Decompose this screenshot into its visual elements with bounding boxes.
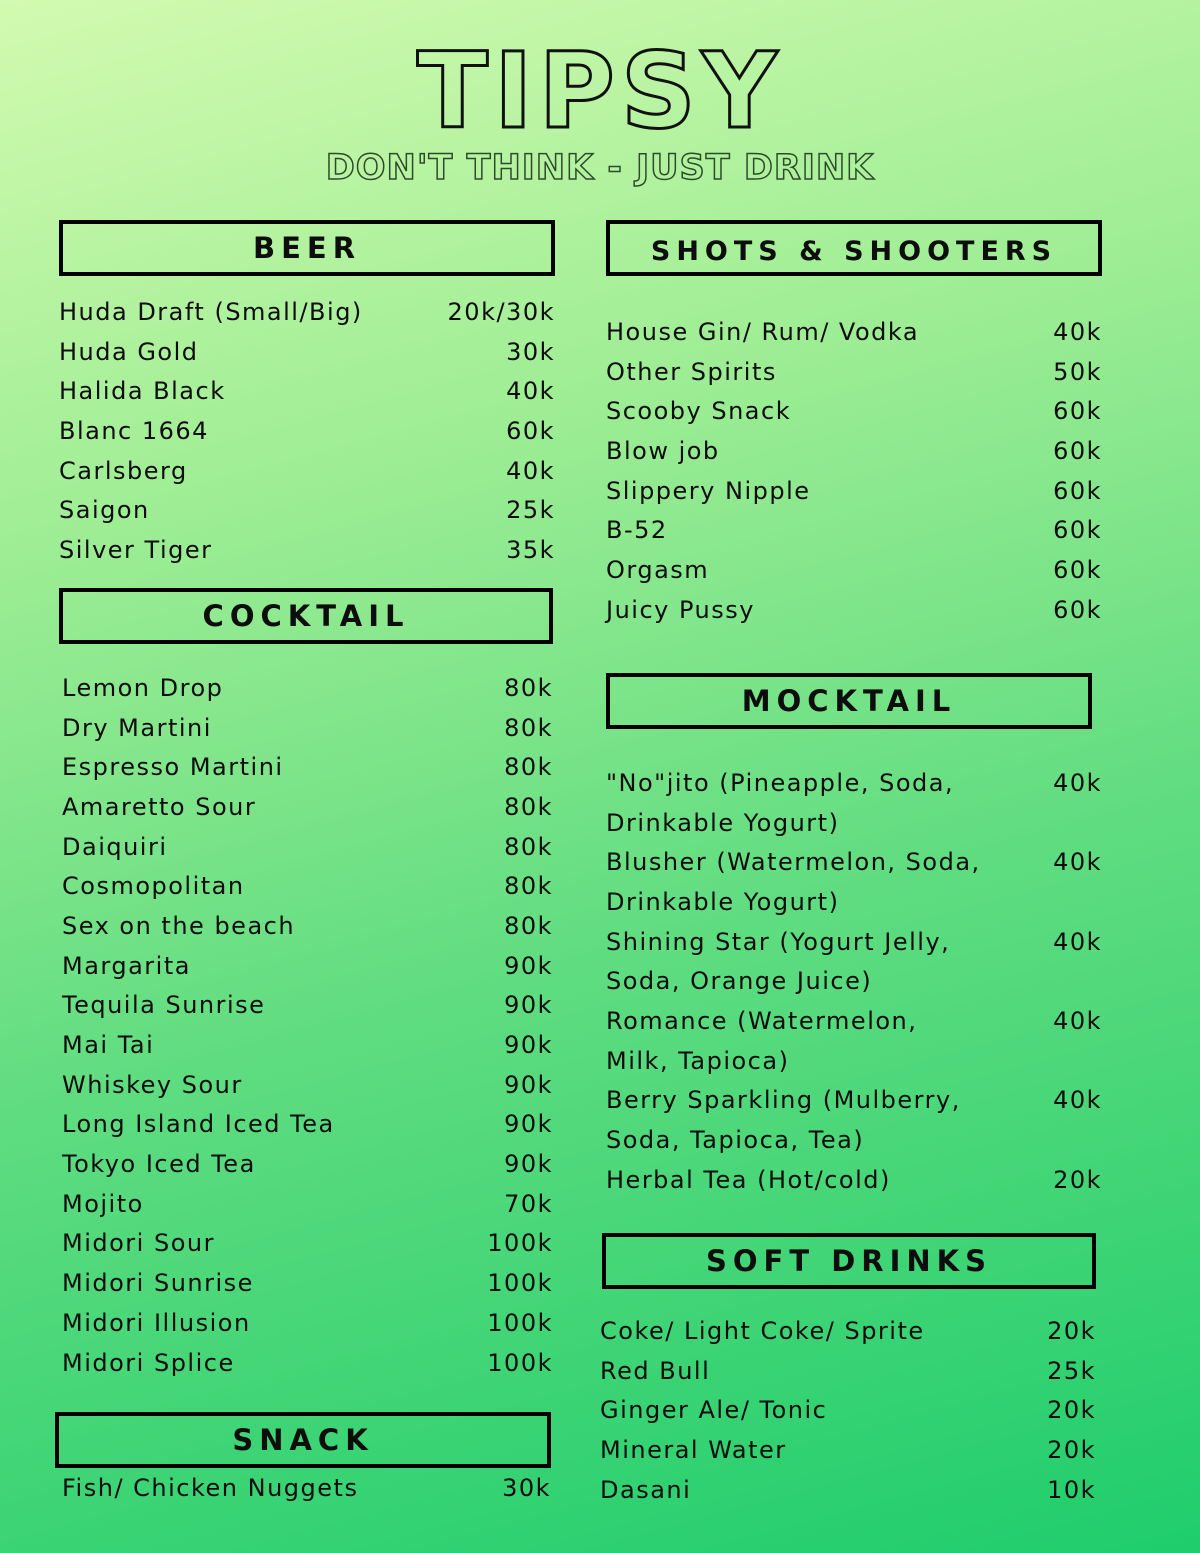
menu-item xyxy=(62,668,553,708)
item-price: 20k xyxy=(1053,1165,1102,1194)
item-price: 40k xyxy=(506,456,555,485)
item-price: 40k xyxy=(1053,1006,1102,1035)
soft-drinks-header: SOFT DRINKS xyxy=(602,1233,1096,1289)
item-price: 60k xyxy=(506,416,555,445)
item-price: 90k xyxy=(504,951,553,980)
menu-item xyxy=(62,1343,553,1383)
menu-item xyxy=(62,986,553,1026)
item-name: Red Bull xyxy=(600,1356,711,1385)
item-name: Midori Illusion xyxy=(62,1308,251,1337)
item-name-line2: Soda, Orange Juice) xyxy=(606,967,873,996)
menu-item-continued xyxy=(606,882,1102,922)
item-name: Midori Sour xyxy=(62,1229,215,1258)
item-name: Berry Sparkling (Mulberry, xyxy=(606,1086,961,1115)
snack-list xyxy=(55,1468,551,1508)
menu-item xyxy=(62,1144,553,1184)
menu-item xyxy=(62,747,553,787)
shots-section xyxy=(606,220,1102,630)
item-price: 80k xyxy=(504,792,553,821)
item-name: "No"jito (Pineapple, Soda, xyxy=(606,768,955,797)
item-price: 20k xyxy=(1047,1316,1096,1345)
menu-item xyxy=(600,1351,1096,1391)
item-price: 80k xyxy=(504,673,553,702)
item-price: 90k xyxy=(504,1110,553,1139)
item-name: Tokyo Iced Tea xyxy=(62,1150,256,1179)
item-name: Dasani xyxy=(600,1475,692,1504)
item-price: 80k xyxy=(504,832,553,861)
item-price: 90k xyxy=(504,991,553,1020)
menu-item xyxy=(600,1390,1096,1430)
item-price: 40k xyxy=(506,377,555,406)
beer-section xyxy=(59,220,555,570)
item-name: Mojito xyxy=(62,1189,144,1218)
menu-item xyxy=(606,352,1102,392)
item-name: Coke/ Light Coke/ Sprite xyxy=(600,1316,925,1345)
menu-item xyxy=(606,471,1102,511)
menu-tagline: DON'T THINK - JUST DRINK xyxy=(325,148,875,188)
menu-item xyxy=(62,1224,553,1264)
item-price: 60k xyxy=(1053,516,1102,545)
menu-title: TIPSY xyxy=(416,30,784,152)
item-price: 20k/30k xyxy=(447,297,555,326)
snack-header: SNACK xyxy=(55,1412,551,1468)
item-name: Juicy Pussy xyxy=(606,595,755,624)
item-name: Margarita xyxy=(62,951,191,980)
item-price: 25k xyxy=(1047,1356,1096,1385)
item-price: 100k xyxy=(487,1269,553,1298)
mocktail-list xyxy=(606,763,1102,1200)
item-name-line2: Soda, Tapioca, Tea) xyxy=(606,1126,865,1155)
item-price: 60k xyxy=(1053,595,1102,624)
menu-item xyxy=(606,1160,1102,1200)
item-name: Saigon xyxy=(59,496,150,525)
item-price: 90k xyxy=(504,1070,553,1099)
item-name: Orgasm xyxy=(606,555,710,584)
menu-item xyxy=(59,411,555,451)
menu-item xyxy=(59,490,555,530)
item-name: Dry Martini xyxy=(62,713,212,742)
item-name: B-52 xyxy=(606,516,668,545)
menu-item xyxy=(606,590,1102,630)
item-price: 20k xyxy=(1047,1435,1096,1464)
item-price: 40k xyxy=(1053,1086,1102,1115)
menu-item xyxy=(59,332,555,372)
item-name: Blanc 1664 xyxy=(59,416,209,445)
item-price: 40k xyxy=(1053,768,1102,797)
item-name: Espresso Martini xyxy=(62,753,284,782)
menu-item xyxy=(606,431,1102,471)
menu-item xyxy=(62,1105,553,1145)
menu-item xyxy=(62,1065,553,1105)
item-price: 25k xyxy=(506,496,555,525)
menu-item-continued xyxy=(606,1120,1102,1160)
menu-item xyxy=(606,312,1102,352)
item-price: 30k xyxy=(506,337,555,366)
soft-drinks-list xyxy=(600,1311,1096,1509)
item-price: 60k xyxy=(1053,476,1102,505)
item-name: Tequila Sunrise xyxy=(62,991,266,1020)
item-name: Midori Sunrise xyxy=(62,1269,254,1298)
menu-item xyxy=(59,451,555,491)
item-price: 80k xyxy=(504,753,553,782)
item-name: Mai Tai xyxy=(62,1031,155,1060)
shots-list xyxy=(606,312,1102,630)
menu-item xyxy=(62,1184,553,1224)
menu-item xyxy=(606,550,1102,590)
menu-item-continued xyxy=(606,1041,1102,1081)
mocktail-header: MOCKTAIL xyxy=(606,673,1092,729)
menu-item-continued xyxy=(606,803,1102,843)
item-name: Blow job xyxy=(606,436,720,465)
cocktail-section xyxy=(59,588,553,1382)
item-name-line2: Milk, Tapioca) xyxy=(606,1046,790,1075)
menu-item xyxy=(62,1025,553,1065)
menu-item xyxy=(59,292,555,332)
item-price: 90k xyxy=(504,1031,553,1060)
menu-item xyxy=(606,763,1102,803)
item-price: 60k xyxy=(1053,555,1102,584)
item-name: Huda Gold xyxy=(59,337,199,366)
snack-section xyxy=(55,1412,551,1508)
item-name: Scooby Snack xyxy=(606,397,792,426)
item-price: 20k xyxy=(1047,1396,1096,1425)
menu-item-continued xyxy=(606,961,1102,1001)
menu-item xyxy=(62,827,553,867)
item-price: 90k xyxy=(504,1150,553,1179)
menu-item xyxy=(62,708,553,748)
menu-item xyxy=(606,842,1102,882)
menu-item xyxy=(59,371,555,411)
item-price: 30k xyxy=(502,1473,551,1502)
item-name-line2: Drinkable Yogurt) xyxy=(606,808,840,837)
item-name: Halida Black xyxy=(59,377,226,406)
soft-drinks-section xyxy=(602,1233,1096,1509)
item-name: Amaretto Sour xyxy=(62,792,257,821)
item-name: Sex on the beach xyxy=(62,911,296,940)
item-name: Fish/ Chicken Nuggets xyxy=(62,1473,359,1502)
item-price: 35k xyxy=(506,535,555,564)
menu-item xyxy=(62,866,553,906)
menu-item xyxy=(606,510,1102,550)
item-name: Shining Star (Yogurt Jelly, xyxy=(606,927,951,956)
item-name: Slippery Nipple xyxy=(606,476,811,505)
item-name: Long Island Iced Tea xyxy=(62,1110,335,1139)
menu-item xyxy=(606,922,1102,962)
item-name-line2: Drinkable Yogurt) xyxy=(606,887,840,916)
menu-item xyxy=(606,391,1102,431)
cocktail-list xyxy=(59,668,553,1382)
item-name: Carlsberg xyxy=(59,456,188,485)
menu-item xyxy=(62,1263,553,1303)
beer-header: BEER xyxy=(59,220,555,276)
item-price: 100k xyxy=(487,1229,553,1258)
item-name: Daiquiri xyxy=(62,832,168,861)
menu-item xyxy=(606,1001,1102,1041)
menu-item xyxy=(600,1470,1096,1510)
beer-list xyxy=(59,292,555,570)
item-name: Mineral Water xyxy=(600,1435,787,1464)
item-price: 60k xyxy=(1053,397,1102,426)
item-name: Blusher (Watermelon, Soda, xyxy=(606,848,981,877)
item-price: 40k xyxy=(1053,927,1102,956)
item-price: 40k xyxy=(1053,848,1102,877)
item-name: Lemon Drop xyxy=(62,673,224,702)
item-price: 100k xyxy=(487,1348,553,1377)
item-price: 70k xyxy=(504,1189,553,1218)
item-name: Herbal Tea (Hot/cold) xyxy=(606,1165,891,1194)
menu-item xyxy=(600,1311,1096,1351)
menu-item xyxy=(62,1303,553,1343)
item-name: Whiskey Sour xyxy=(62,1070,243,1099)
item-name: House Gin/ Rum/ Vodka xyxy=(606,317,920,346)
item-price: 60k xyxy=(1053,436,1102,465)
menu-item xyxy=(606,1081,1102,1121)
item-name: Huda Draft (Small/Big) xyxy=(59,297,363,326)
menu-item xyxy=(62,906,553,946)
item-price: 80k xyxy=(504,911,553,940)
item-price: 40k xyxy=(1053,317,1102,346)
item-name: Midori Splice xyxy=(62,1348,235,1377)
cocktail-header: COCKTAIL xyxy=(59,588,553,644)
menu-item xyxy=(62,946,553,986)
mocktail-section xyxy=(606,673,1102,1200)
menu-item xyxy=(59,530,555,570)
item-name: Romance (Watermelon, xyxy=(606,1006,918,1035)
menu-item xyxy=(62,787,553,827)
item-name: Silver Tiger xyxy=(59,535,213,564)
menu-item xyxy=(62,1468,551,1508)
item-price: 100k xyxy=(487,1308,553,1337)
item-name: Cosmopolitan xyxy=(62,872,245,901)
item-price: 10k xyxy=(1047,1475,1096,1504)
menu-item xyxy=(600,1430,1096,1470)
shots-header: SHOTS & SHOOTERS xyxy=(606,220,1102,276)
item-name: Other Spirits xyxy=(606,357,777,386)
item-price: 80k xyxy=(504,713,553,742)
item-price: 80k xyxy=(504,872,553,901)
item-price: 50k xyxy=(1053,357,1102,386)
item-name: Ginger Ale/ Tonic xyxy=(600,1396,828,1425)
